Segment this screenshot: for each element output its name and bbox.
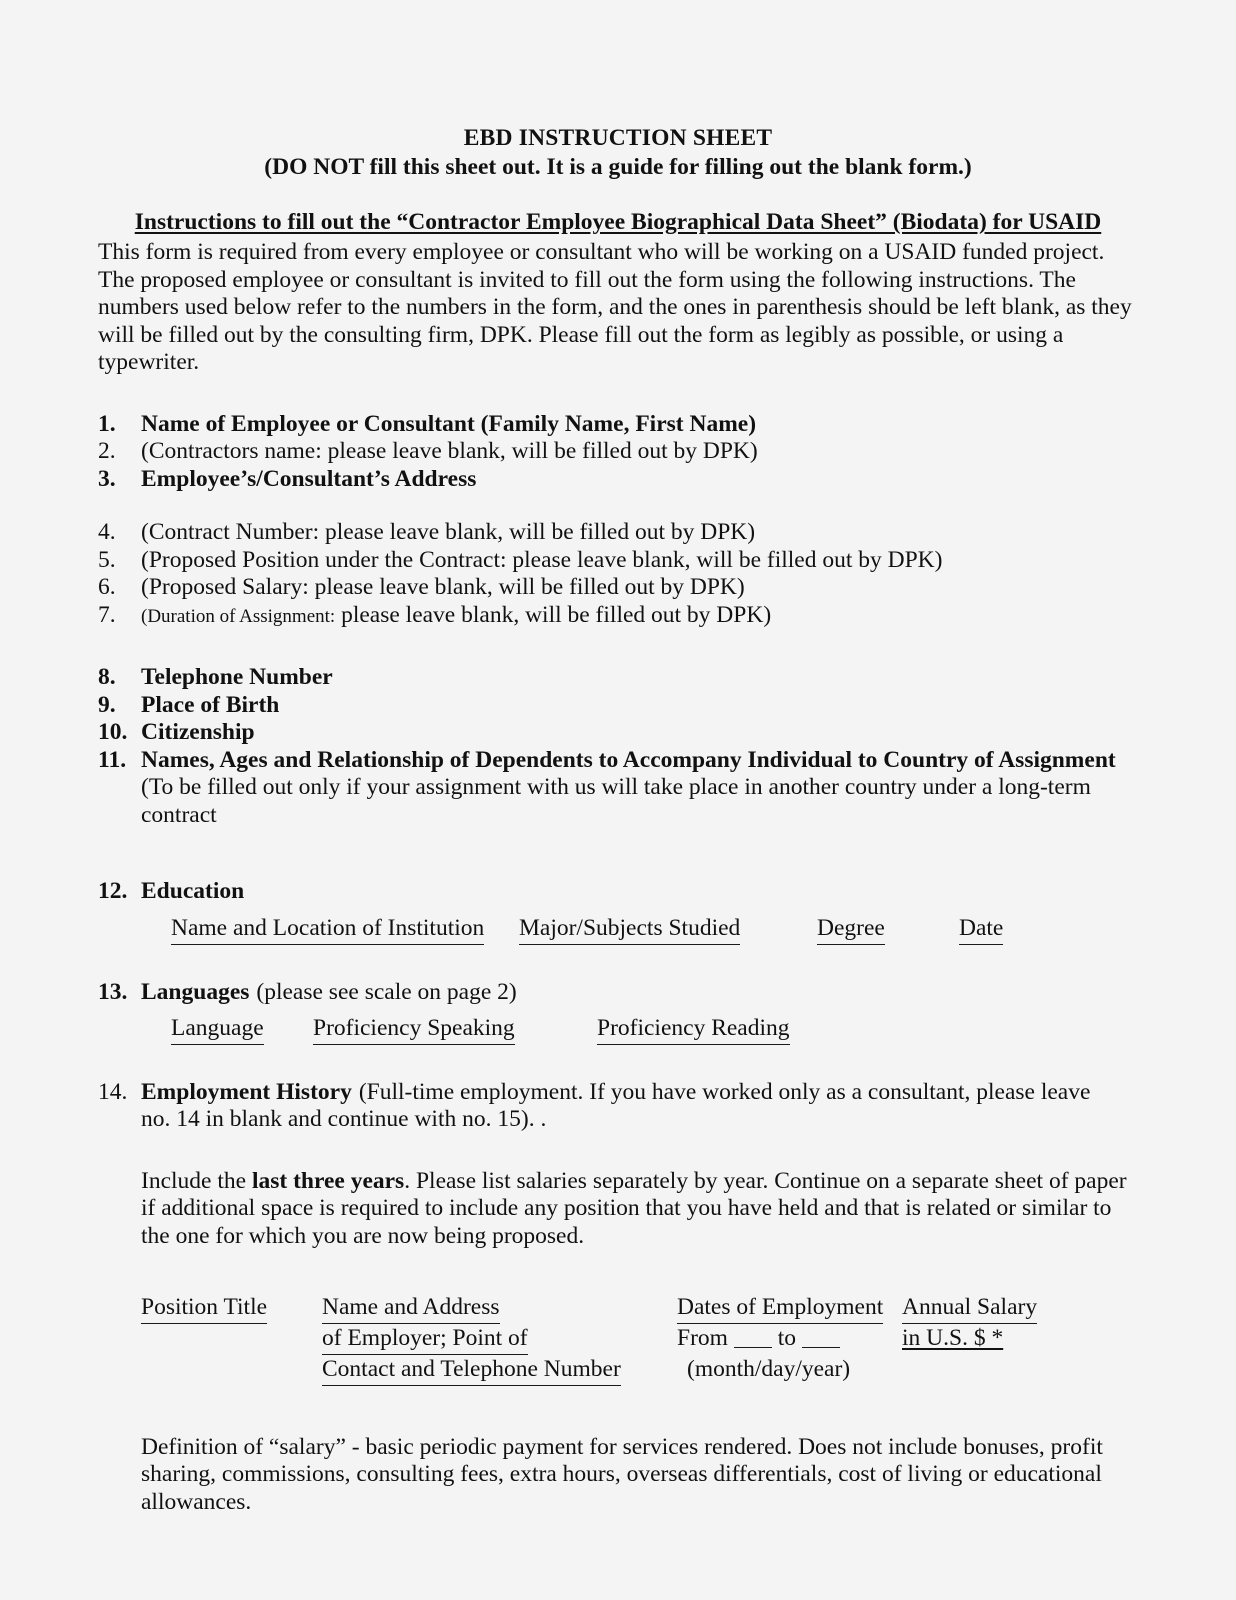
list-item-label: please leave blank, will be filled out by DPK) [335, 601, 772, 628]
list-item-label: Telephone Number [141, 664, 333, 691]
employment-label: Employment History [141, 1078, 352, 1105]
list-item [98, 664, 1138, 692]
column-header-date: Date [959, 914, 1003, 945]
intro-paragraph: This form is required from every employee or consultant who will be working on a USAID funded project. The proposed employee or consultant is invited to fill out the form using the following instructions. The numbers used below refer to the numbers in the form, and the ones in parenthesis should be left blank, as they will be filled out by the consulting firm, DPK. Please fill out the form as legibly as possible, or using a typewriter. [98, 239, 1132, 376]
list-item [98, 519, 1138, 547]
table-row [141, 1293, 1138, 1324]
employment-note-line2: no. 14 in blank and continue with no. 15). . [141, 1106, 547, 1133]
column-header-position-title: Position Title [141, 1293, 267, 1324]
list-item [98, 719, 1138, 747]
dates-from-blank[interactable] [734, 1347, 772, 1348]
employment-paragraph-emphasis: last three years [251, 1167, 405, 1194]
list-item-number: 8. [98, 664, 116, 691]
column-header-employer-line1: Name and Address [322, 1293, 500, 1324]
list-item [98, 466, 1138, 494]
column-header-dates-of-employment: Dates of Employment [677, 1293, 883, 1324]
employment-table-headers [141, 1293, 1138, 1386]
column-header-currency [902, 1324, 1003, 1354]
list-item-number: 5. [98, 546, 116, 573]
employment-heading [98, 1079, 1138, 1107]
list-item-label: Place of Birth [141, 691, 280, 718]
list-item-label-small: (Duration of Assignment: [141, 605, 336, 627]
employment-note-line1: (Full-time employment. If you have worked only as a consultant, please leave [358, 1078, 1091, 1105]
employment-paragraph-pre: Include the [141, 1167, 252, 1194]
column-header-proficiency-reading: Proficiency Reading [597, 1014, 790, 1045]
list-item-number: 4. [98, 519, 116, 546]
column-header-annual-salary: Annual Salary [902, 1293, 1037, 1324]
list-item-label: (Proposed Salary: please leave blank, will be filled out by DPK) [141, 574, 745, 601]
instruction-list-group-3 [98, 664, 1138, 774]
list-item [98, 411, 1138, 439]
list-item-number: 11. [98, 746, 127, 773]
list-item-label: (Proposed Position under the Contract: please leave blank, will be filled out by DPK) [141, 546, 943, 573]
table-row [141, 1355, 1138, 1386]
item-11-note: (To be filled out only if your assignment with us will take place in another country under a long-term contract [141, 774, 1091, 829]
instruction-list-group-1 [98, 411, 1138, 494]
list-item-number: 9. [98, 691, 116, 718]
list-item-number: 7. [98, 601, 116, 628]
list-item-label: Names, Ages and Relationship of Dependents to Accompany Individual to Country of Assignment [141, 746, 1116, 773]
dates-to-label: to [771, 1324, 802, 1351]
languages-heading [98, 979, 1138, 1007]
list-item [98, 692, 1138, 720]
list-item [98, 574, 1138, 602]
column-header-degree: Degree [817, 914, 885, 945]
page-title: EBD INSTRUCTION SHEET [463, 125, 773, 151]
section-heading: Instructions to fill out the “Contractor Employee Biographical Data Sheet” (Biodata) for USAID [134, 209, 1102, 235]
list-item-label: (Contract Number: please leave blank, will be filled out by DPK) [141, 519, 756, 546]
list-item-number: 2. [98, 438, 116, 465]
column-header-institution: Name and Location of Institution [171, 914, 484, 945]
list-item-number: 3. [98, 465, 116, 492]
list-item-number: 1. [98, 410, 116, 437]
list-item [98, 547, 1138, 575]
education-label: Education [141, 877, 245, 904]
salary-definition-paragraph: Definition of “salary” - basic periodic payment for services rendered. Does not include bonuses, profit sharing, commissions, consulting fees, extra hours, overseas differentials, cost of living or educational allowances. [141, 1433, 1103, 1515]
list-item [98, 438, 1138, 466]
page-subtitle: (DO NOT fill this sheet out. It is a guide for filling out the blank form.) [264, 154, 972, 180]
languages-note: (please see scale on page 2) [256, 979, 517, 1006]
list-item [98, 747, 1138, 775]
list-item-label: Employee’s/Consultant’s Address [141, 465, 477, 492]
employment-paragraph [141, 1168, 1138, 1251]
table-row [141, 1324, 1138, 1355]
dates-range-fields [677, 1324, 840, 1354]
education-number: 12. [98, 877, 128, 904]
currency-underlined-label: in U.S. $ * [902, 1324, 1004, 1351]
education-heading [98, 878, 1138, 906]
list-item-number: 6. [98, 574, 116, 601]
column-header-language: Language [171, 1014, 264, 1045]
list-item-duration [98, 602, 1138, 631]
dates-to-blank[interactable] [802, 1347, 840, 1348]
column-header-employer-line2: of Employer; Point of [322, 1324, 528, 1355]
dates-from-label: From [677, 1324, 734, 1351]
list-item-label: (Contractors name: please leave blank, will be filled out by DPK) [141, 438, 758, 465]
education-column-headers [141, 914, 1138, 945]
languages-label: Languages [141, 979, 250, 1006]
column-header-employer-line3: Contact and Telephone Number [322, 1355, 621, 1386]
languages-column-headers [141, 1014, 1138, 1045]
column-header-proficiency-speaking: Proficiency Speaking [313, 1014, 515, 1045]
list-item-number: 10. [98, 719, 128, 746]
instruction-list-group-2 [98, 519, 1138, 630]
employment-paragraph-post: . Please list salaries separately by year. Continue on a separate sheet of paper if additional space is required to include any position that you have held and that is related or similar to the one for which you are now being proposed. [141, 1167, 1127, 1249]
column-header-major: Major/Subjects Studied [519, 914, 740, 945]
languages-number: 13. [98, 979, 128, 1006]
list-item-label: Name of Employee or Consultant (Family Name, First Name) [141, 410, 757, 437]
dates-format-hint: (month/day/year) [687, 1355, 851, 1382]
employment-number: 14. [98, 1078, 128, 1105]
list-item-label: Citizenship [141, 719, 255, 746]
